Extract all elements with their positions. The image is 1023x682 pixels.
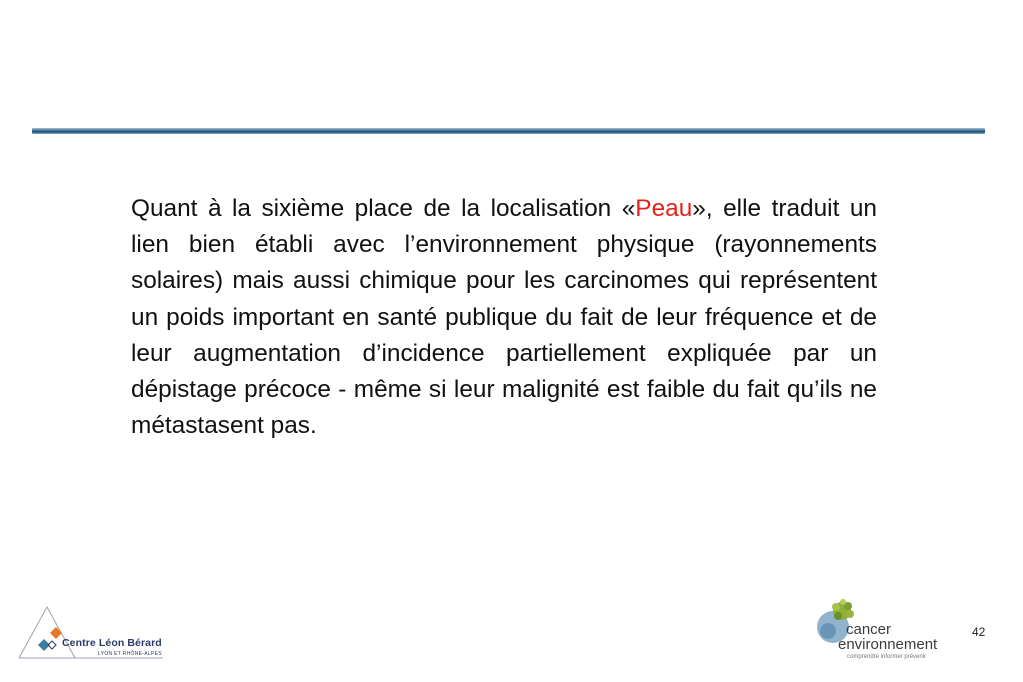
ce-logo-tagline: comprendre informer prévenir <box>847 654 927 660</box>
page-number: 42 <box>972 625 986 639</box>
ce-logo-word-cancer: cancer <box>846 621 892 638</box>
title-divider-line <box>32 128 985 134</box>
clb-logo-subtitle: LYON ET RHÔNE-ALPES <box>98 651 162 657</box>
paragraph-text-end: », elle traduit un lien bien établi avec l’environnement physique (rayonnements solaires) mais aussi chimique pour les carcinomes qui représentent un poids important en santé publique du fait de leur fréquence et de leur augmentation d’incidence partiellement expliquée par un dépistage précoce - même si leur malignité est faible du fait qu’ils ne métastasent pas. <box>131 195 877 440</box>
highlighted-term: Peau <box>635 195 693 222</box>
body-paragraph <box>131 191 877 444</box>
ce-logo-word-environnement: environnement <box>838 636 938 653</box>
clb-logo-name: Centre Léon Bérard <box>62 637 162 649</box>
paragraph-text-start: Quant à la sixième place de la localisation « <box>131 195 636 222</box>
